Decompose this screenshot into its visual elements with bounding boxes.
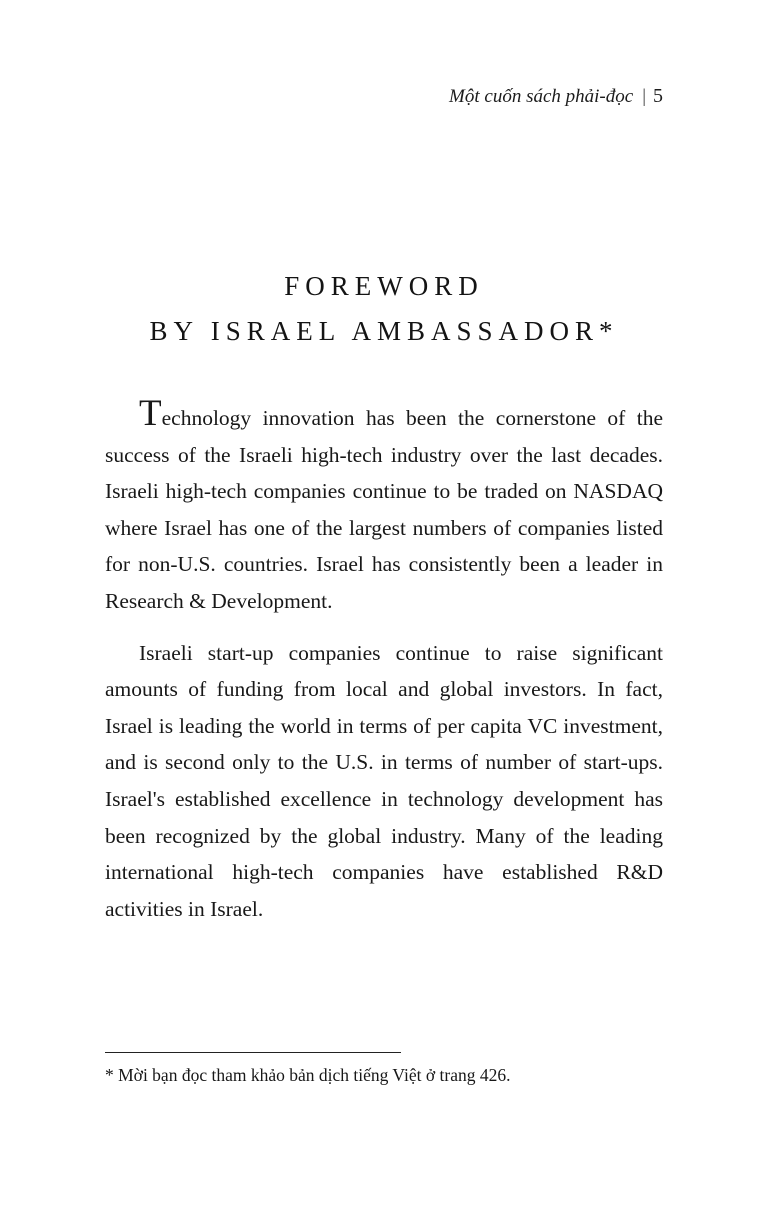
chapter-title-line-2: BY ISRAEL AMBASSADOR* — [149, 316, 619, 346]
chapter-title-line-1: FOREWORD — [284, 271, 484, 301]
header-separator: | — [642, 86, 646, 107]
page-number: 5 — [653, 85, 663, 107]
paragraph-2-text: Israeli start-up companies continue to raise significant amounts of funding from local and global investors. In fact, Israel is leading the world in terms of per capita VC investment, and is second only to the U.S. in terms of number of start-ups. Israel's established excellence in technology development has been recognized by the global industry. Many of the leading international high-tech companies have established R&D activities in Israel. — [105, 640, 663, 921]
footnote-text: * Mời bạn đọc tham khảo bản dịch tiếng Việt ở trang 426. — [105, 1065, 511, 1085]
dropcap-initial: T — [139, 393, 162, 434]
running-title: Một cuốn sách phải-đọc — [449, 86, 634, 107]
paragraph-2 — [105, 635, 663, 928]
paragraph-1 — [105, 393, 663, 620]
footnote-block — [105, 1052, 663, 1087]
body-copy — [105, 393, 663, 927]
running-header — [105, 85, 663, 108]
footnote-rule — [105, 1052, 401, 1053]
chapter-title — [105, 264, 663, 354]
paragraph-1-text: echnology innovation has been the cornerstone of the success of the Israeli high-tech industry over the last decades. Israeli high-tech companies continue to be traded on NASDAQ where Israel has one of the largest numbers of companies listed for non-U.S. countries. Israel has consistently been a leader in Research & Development. — [105, 406, 663, 613]
